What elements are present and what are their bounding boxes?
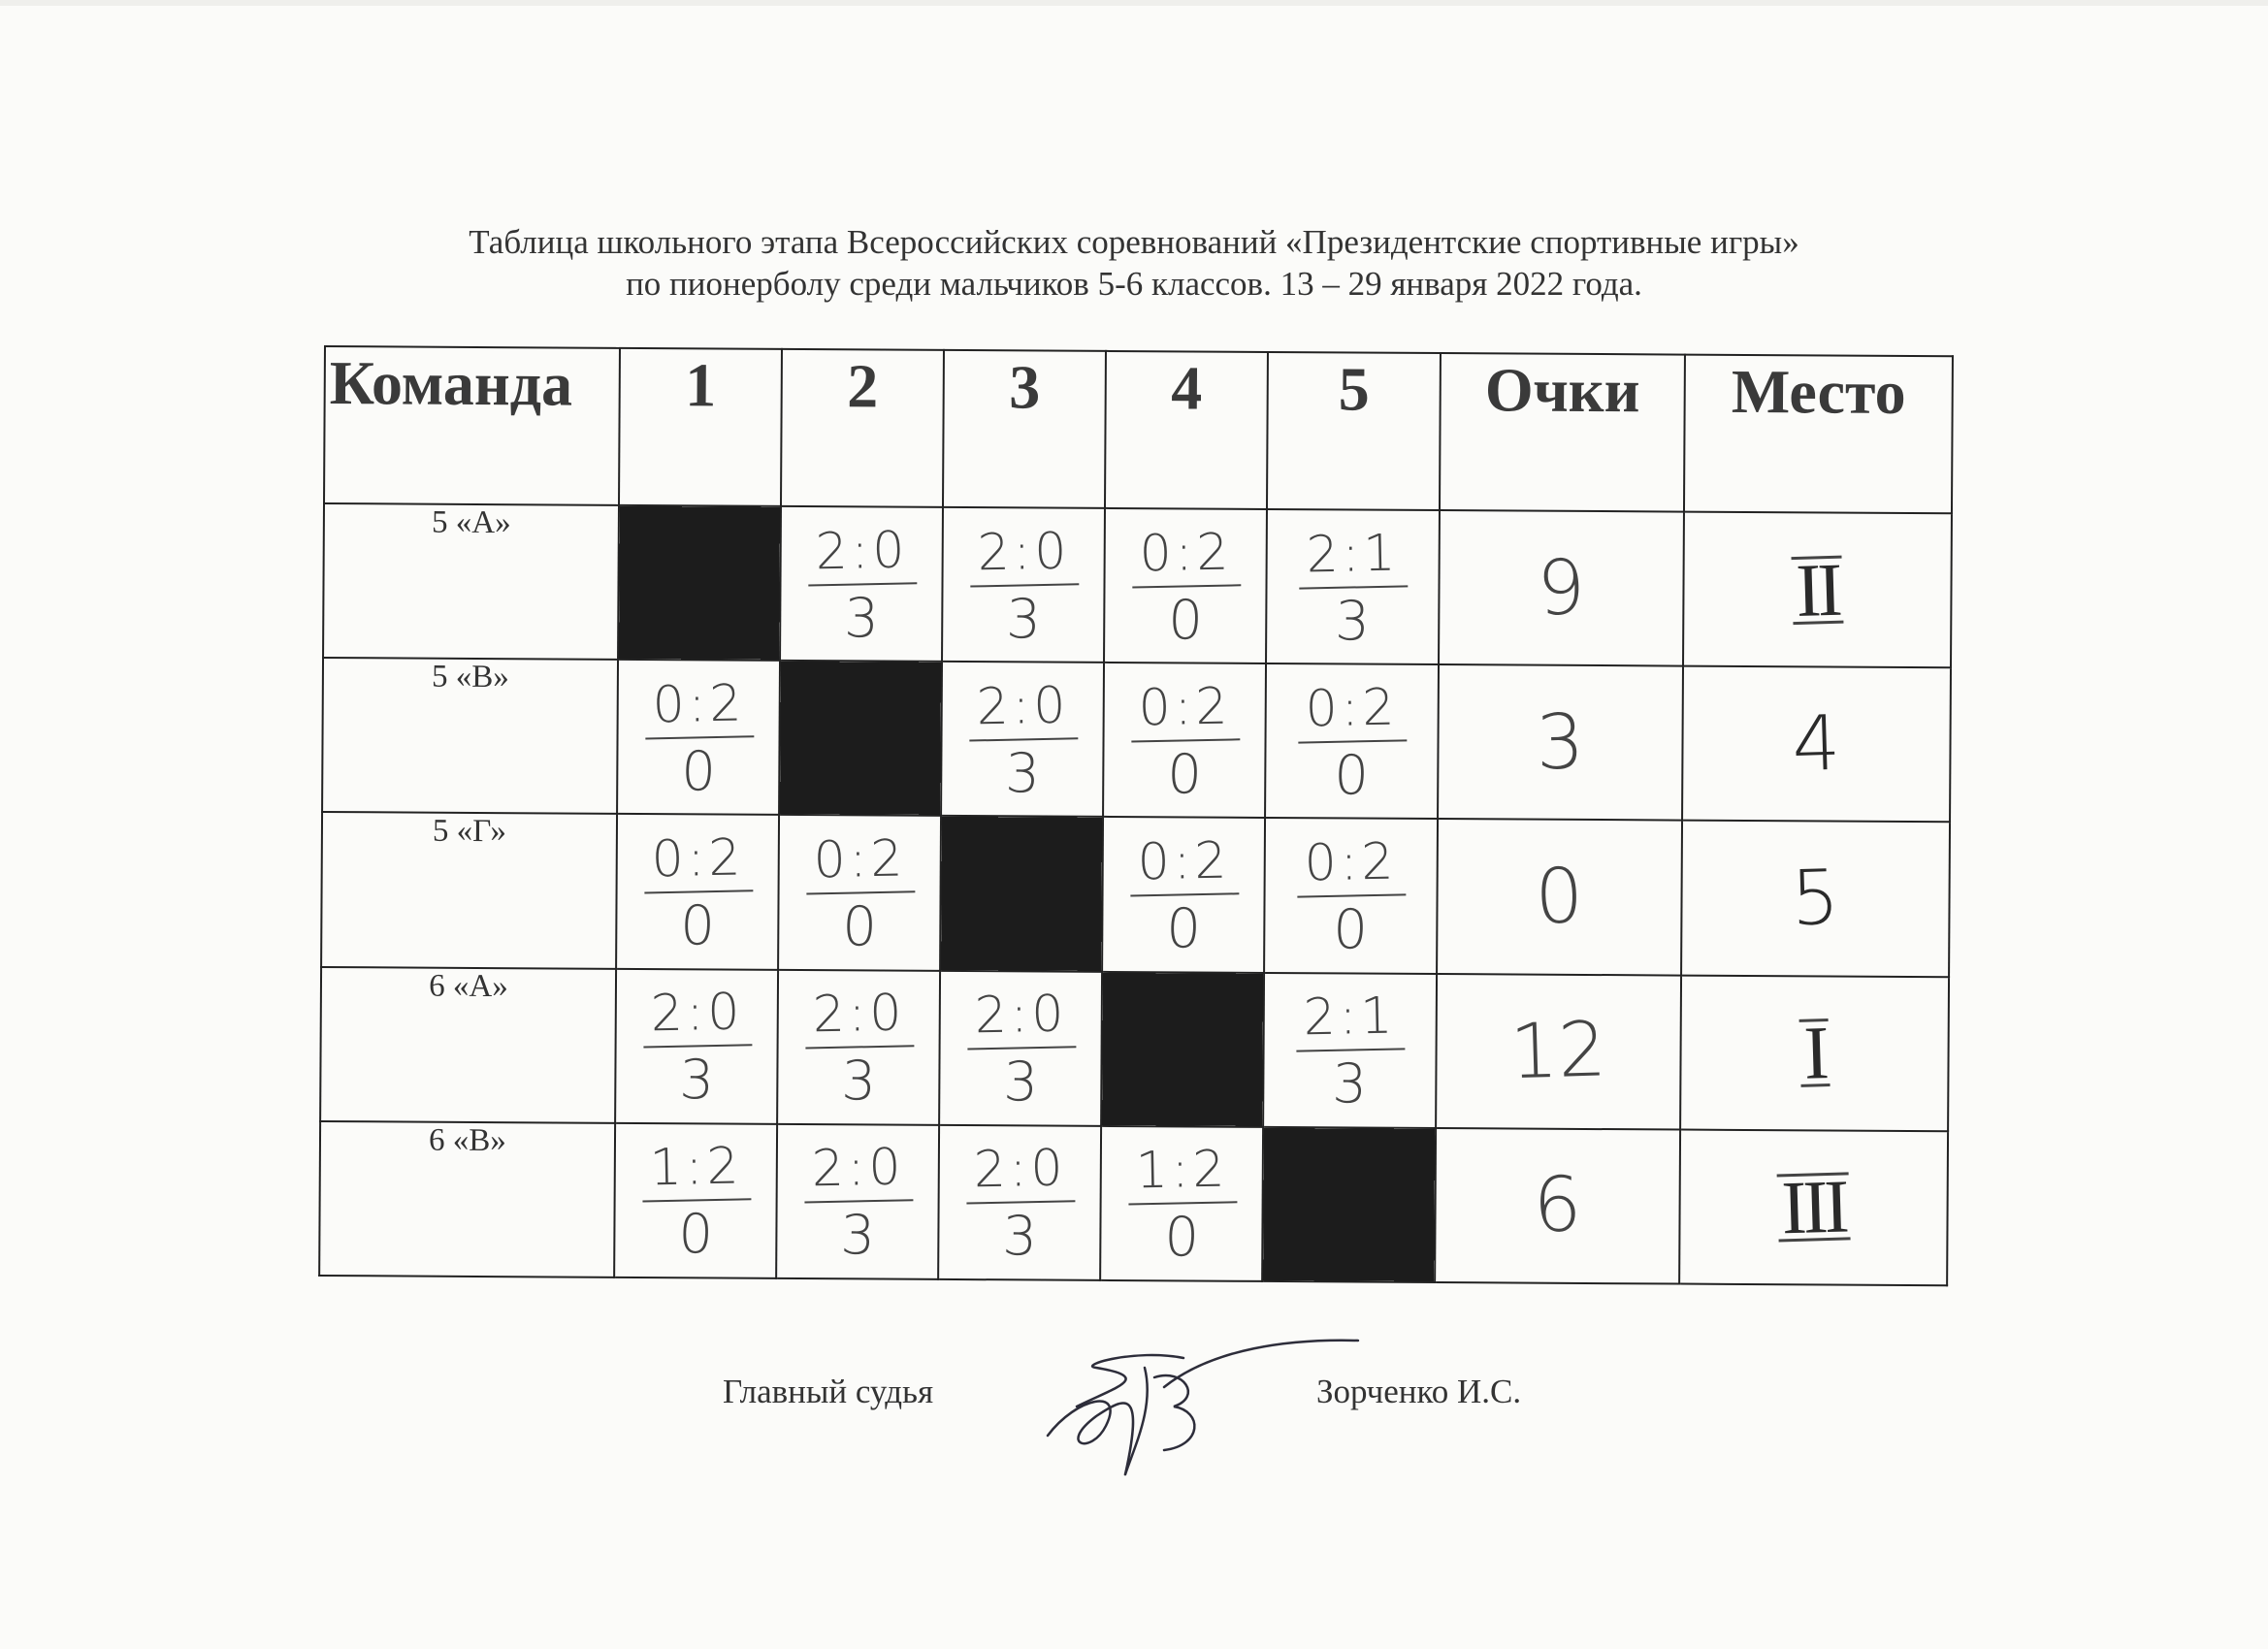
place-cell xyxy=(1682,666,1951,823)
match-result xyxy=(781,514,942,653)
place-cell xyxy=(1681,821,1950,977)
match-score: 0:2 xyxy=(1129,832,1239,896)
match-points: 3 xyxy=(839,1204,876,1269)
match-result xyxy=(1105,517,1266,656)
match-score: 0:2 xyxy=(1296,833,1406,897)
judge-name: Зорченко И.С. xyxy=(1316,1373,1522,1410)
match-cell xyxy=(1266,509,1440,664)
match-score: 2:0 xyxy=(642,984,752,1048)
match-points: 3 xyxy=(1001,1205,1038,1270)
header-team: Команда xyxy=(324,346,620,505)
match-score: 0:2 xyxy=(644,675,754,739)
match-score: 1:2 xyxy=(641,1139,751,1203)
match-result xyxy=(1265,826,1437,965)
match-points: 0 xyxy=(1333,743,1370,808)
header-col-1: 1 xyxy=(619,348,782,506)
match-cell xyxy=(1265,663,1439,819)
place-value: 4 xyxy=(1791,699,1842,789)
match-cell xyxy=(777,969,940,1124)
table-body xyxy=(319,503,1952,1285)
place-cell xyxy=(1680,975,1949,1131)
match-points: 0 xyxy=(1165,896,1202,961)
match-cell xyxy=(617,660,780,815)
team-row xyxy=(321,812,1950,976)
header-col-4: 4 xyxy=(1105,351,1268,509)
match-result xyxy=(1104,671,1265,810)
header-col-3: 3 xyxy=(943,350,1106,508)
match-cell xyxy=(1263,972,1437,1127)
team-name: 5 «В» xyxy=(322,658,618,814)
match-score: 2:0 xyxy=(965,1141,1075,1205)
points-cell xyxy=(1435,1128,1680,1284)
match-score: 0:2 xyxy=(805,830,915,894)
match-cell xyxy=(780,506,943,662)
match-result xyxy=(939,1133,1100,1272)
match-result xyxy=(1101,1134,1262,1273)
points-value: 12 xyxy=(1508,1006,1608,1097)
match-score: 2:1 xyxy=(1295,988,1405,1052)
points-value: 9 xyxy=(1536,543,1587,633)
team-name: 6 «А» xyxy=(320,967,616,1123)
match-result xyxy=(778,978,939,1116)
match-score: 2:0 xyxy=(969,523,1079,587)
team-name: 5 «А» xyxy=(323,503,619,660)
place-value: I xyxy=(1799,1018,1831,1087)
points-value: 3 xyxy=(1535,697,1586,788)
match-result xyxy=(617,823,778,961)
match-cell xyxy=(616,814,779,969)
place-cell xyxy=(1683,512,1952,668)
match-result xyxy=(940,979,1101,1117)
match-score: 2:0 xyxy=(803,1140,913,1204)
match-points: 3 xyxy=(1334,589,1371,654)
match-result xyxy=(615,1131,776,1270)
match-result xyxy=(1266,672,1438,811)
match-result xyxy=(942,670,1103,809)
points-cell xyxy=(1439,510,1684,666)
match-score: 0:2 xyxy=(1130,678,1240,742)
match-result xyxy=(1267,518,1439,657)
match-points: 0 xyxy=(680,739,717,804)
match-cell xyxy=(776,1124,939,1279)
match-score: 2:0 xyxy=(968,677,1078,741)
judge-label: Главный судья xyxy=(723,1373,934,1410)
header-row xyxy=(324,346,1953,513)
place-value: 5 xyxy=(1790,854,1841,944)
points-value: 0 xyxy=(1534,853,1585,942)
match-cell xyxy=(778,815,941,970)
points-cell xyxy=(1438,664,1683,821)
place-cell xyxy=(1679,1129,1948,1285)
match-score: 0:2 xyxy=(1131,524,1241,588)
match-cell xyxy=(614,1123,777,1278)
match-cell xyxy=(1103,663,1266,818)
match-points: 0 xyxy=(677,1203,714,1268)
match-cell xyxy=(938,1125,1101,1280)
match-cell xyxy=(1102,817,1265,972)
match-score: 1:2 xyxy=(1127,1142,1237,1206)
match-points: 3 xyxy=(843,586,880,651)
title-line-1: Таблица школьного этапа Всероссийских соревнований «Президентские спортивные игры» xyxy=(469,223,1799,261)
match-result xyxy=(777,1132,938,1271)
match-points: 0 xyxy=(679,893,716,958)
match-cell xyxy=(1264,818,1438,973)
match-cell xyxy=(941,662,1104,817)
match-points: 3 xyxy=(840,1050,877,1114)
header-col-5: 5 xyxy=(1267,352,1441,510)
header-points: Очки xyxy=(1440,353,1685,512)
match-points: 3 xyxy=(1005,587,1042,652)
header-col-2: 2 xyxy=(781,349,944,507)
points-cell xyxy=(1436,974,1681,1130)
match-points: 0 xyxy=(1167,588,1204,653)
match-points: 3 xyxy=(1002,1051,1039,1115)
match-points: 0 xyxy=(1332,898,1369,962)
scan-edge xyxy=(0,0,2268,6)
points-value: 6 xyxy=(1532,1161,1583,1250)
match-points: 0 xyxy=(841,894,878,959)
match-score: 0:2 xyxy=(643,829,753,893)
match-result xyxy=(1103,825,1264,964)
team-row xyxy=(322,658,1951,822)
blocked-cell xyxy=(940,816,1103,971)
blocked-cell xyxy=(1101,971,1264,1126)
place-value: III xyxy=(1777,1173,1851,1243)
header-place: Место xyxy=(1684,355,1953,514)
document-title xyxy=(0,221,2268,305)
points-cell xyxy=(1437,819,1682,975)
match-points: 3 xyxy=(1004,741,1041,806)
match-cell xyxy=(939,970,1102,1125)
match-result xyxy=(1264,981,1436,1119)
results-table xyxy=(318,345,1954,1286)
match-score: 0:2 xyxy=(1297,679,1407,743)
match-cell xyxy=(942,507,1105,663)
title-line-2: по пионерболу среди мальчиков 5-6 классов. 13 – 29 января 2022 года. xyxy=(626,265,1642,303)
blocked-cell xyxy=(779,661,942,816)
match-cell xyxy=(615,968,778,1123)
match-points: 3 xyxy=(678,1049,715,1113)
match-points: 0 xyxy=(1166,742,1203,807)
team-row xyxy=(323,503,1952,667)
team-row xyxy=(320,967,1949,1131)
match-result xyxy=(618,668,779,807)
match-points: 0 xyxy=(1163,1206,1200,1271)
team-name: 6 «В» xyxy=(319,1121,615,1277)
match-score: 2:0 xyxy=(807,522,917,586)
blocked-cell xyxy=(1262,1127,1436,1282)
match-result xyxy=(616,977,777,1116)
match-cell xyxy=(1104,508,1267,663)
blocked-cell xyxy=(618,505,781,661)
place-value: II xyxy=(1792,555,1844,624)
match-score: 2:0 xyxy=(804,985,914,1049)
match-result xyxy=(779,824,940,962)
match-cell xyxy=(1100,1126,1263,1281)
match-points: 3 xyxy=(1331,1052,1368,1117)
match-result xyxy=(943,516,1104,655)
team-name: 5 «Г» xyxy=(321,812,617,968)
match-score: 2:0 xyxy=(966,986,1076,1050)
team-row xyxy=(319,1121,1948,1285)
match-score: 2:1 xyxy=(1298,525,1408,589)
